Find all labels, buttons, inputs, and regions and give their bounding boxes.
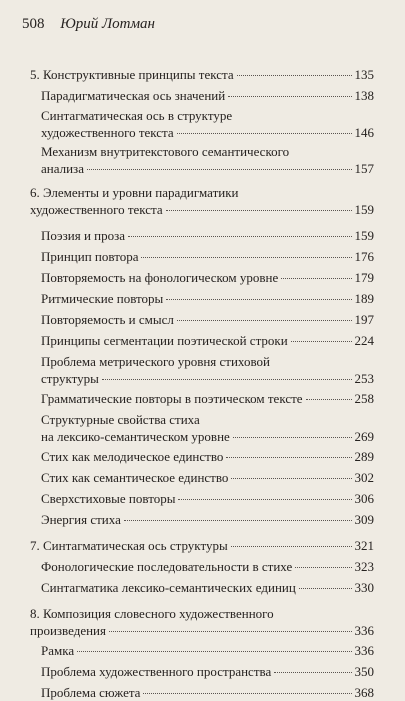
dot-leader	[177, 320, 352, 321]
subsection-page-number: 330	[354, 580, 374, 595]
toc-chapter-5	[30, 66, 374, 83]
dot-leader	[295, 567, 351, 568]
chapter-title: 5. Конструктивные принципы текста	[30, 67, 234, 82]
dot-leader	[306, 399, 352, 400]
subsection-title: Стих как семантическое единство	[41, 470, 229, 485]
subsection-page-number: 138	[354, 88, 374, 103]
toc-subsection	[41, 469, 374, 486]
dot-leader	[274, 672, 351, 673]
subsection-page-number: 189	[354, 291, 374, 306]
subsection-page-number: 159	[354, 228, 374, 243]
subsection-entry	[41, 663, 374, 680]
subsection-title: структуры	[41, 371, 99, 386]
subsection-entry	[41, 642, 374, 659]
subsection-title: Поэзия и проза	[41, 228, 126, 243]
subsection-entry	[41, 558, 374, 575]
dot-leader	[299, 588, 352, 589]
dot-leader	[228, 96, 351, 97]
subsection-entry	[41, 579, 374, 596]
subsection-page-number: 323	[354, 559, 374, 574]
toc-chapter-7	[30, 537, 374, 554]
subsection-entry	[41, 370, 374, 387]
chapter-title: художественного текста	[30, 202, 163, 217]
subsection-title: Повторяемость на фонологическом уровне	[41, 270, 279, 285]
subsection-entry	[41, 160, 374, 177]
subsection-title: Энергия стиха	[41, 512, 121, 527]
subsection-page-number: 309	[354, 512, 374, 527]
dot-leader	[237, 75, 352, 76]
subsection-title: Сверхстиховые повторы	[41, 491, 176, 506]
subsection-entry	[41, 124, 374, 141]
subsection-page-number: 176	[354, 249, 374, 264]
chapter-page-number: 321	[354, 538, 374, 553]
subsection-entry	[41, 227, 374, 244]
toc-subsection	[41, 579, 374, 596]
dot-leader	[102, 379, 352, 380]
toc-subsection	[41, 411, 374, 445]
subsection-title: Принципы сегментации поэтической строки	[41, 333, 288, 348]
subsection-title: Принцип повтора	[41, 249, 139, 264]
toc-subsection	[41, 663, 374, 680]
subsection-title-line: Проблема метрического уровня стиховой	[41, 354, 270, 369]
subsection-page-number: 258	[354, 391, 374, 406]
toc-subsection	[41, 143, 374, 177]
running-header	[22, 14, 155, 34]
subsection-page-number: 269	[354, 429, 374, 444]
toc-subsection	[41, 490, 374, 507]
subsection-entry	[41, 332, 374, 349]
chapter-page-number: 135	[354, 67, 374, 82]
chapter-title-line: 6. Элементы и уровни парадигматики	[30, 185, 239, 200]
subsection-title: Синтагматика лексико-семантических единиц	[41, 580, 296, 595]
subsection-page-number: 306	[354, 491, 374, 506]
subsection-entry	[41, 311, 374, 328]
subsection-title: Стих как мелодическое единство	[41, 449, 224, 464]
chapter-title-line: 8. Композиция словесного художественного	[30, 606, 274, 621]
subsection-title: Проблема художественного пространства	[41, 664, 272, 679]
dot-leader	[291, 341, 352, 342]
toc-subsection	[41, 227, 374, 244]
chapter-title: 7. Синтагматическая ось структуры	[30, 538, 228, 553]
subsection-title-line: Синтагматическая ось в структуре	[41, 108, 233, 123]
subsection-page-number: 302	[354, 470, 374, 485]
dot-leader	[177, 133, 352, 134]
dot-leader	[231, 478, 351, 479]
dot-leader	[166, 299, 351, 300]
running-head-author: Юрий Лотман	[60, 16, 155, 32]
toc-subsection	[41, 311, 374, 328]
toc-subsection	[41, 248, 374, 265]
subsection-page-number: 157	[354, 161, 374, 176]
chapter-title: произведения	[30, 623, 106, 638]
subsection-page-number: 350	[354, 664, 374, 679]
subsection-title: Ритмические повторы	[41, 291, 164, 306]
subsection-entry	[41, 290, 374, 307]
subsection-title: Повторяемость и смысл	[41, 312, 174, 327]
chapter-page-number: 159	[354, 202, 374, 217]
subsection-entry	[41, 448, 374, 465]
toc-subsection	[41, 290, 374, 307]
subsection-entry	[41, 511, 374, 528]
toc-subsection	[41, 332, 374, 349]
dot-leader	[109, 631, 352, 632]
chapter-entry	[30, 66, 374, 83]
subsection-page-number: 224	[354, 333, 374, 348]
dot-leader	[141, 257, 351, 258]
toc-chapter-6	[30, 184, 374, 218]
toc-chapter-8	[30, 605, 374, 639]
page-number: 508	[22, 16, 45, 32]
dot-leader	[143, 693, 351, 694]
toc-subsection	[41, 390, 374, 407]
dot-leader	[166, 210, 352, 211]
subsection-entry	[41, 269, 374, 286]
subsection-title: на лексико-семантическом уровне	[41, 429, 230, 444]
dot-leader	[281, 278, 351, 279]
dot-leader	[77, 651, 351, 652]
subsection-page-number: 179	[354, 270, 374, 285]
chapter-page-number: 336	[354, 623, 374, 638]
toc-subsection	[41, 107, 374, 141]
dot-leader	[231, 546, 352, 547]
toc-subsection	[41, 642, 374, 659]
subsection-page-number: 289	[354, 449, 374, 464]
dot-leader	[124, 520, 352, 521]
subsection-title-line: Механизм внутритекстового семантического	[41, 144, 290, 159]
chapter-entry	[30, 622, 374, 639]
toc-subsection	[41, 448, 374, 465]
dot-leader	[178, 499, 351, 500]
dot-leader	[233, 437, 352, 438]
subsection-title: Рамка	[41, 643, 75, 658]
toc-subsection	[41, 269, 374, 286]
subsection-title: Парадигматическая ось значений	[41, 88, 226, 103]
subsection-title: Проблема сюжета	[41, 685, 141, 700]
chapter-entry	[30, 201, 374, 218]
toc-subsection	[41, 558, 374, 575]
subsection-page-number: 146	[354, 125, 374, 140]
subsection-title: анализа	[41, 161, 84, 176]
subsection-page-number: 253	[354, 371, 374, 386]
dot-leader	[226, 457, 351, 458]
subsection-title: Грамматические повторы в поэтическом тексте	[41, 391, 303, 406]
subsection-entry	[41, 248, 374, 265]
subsection-page-number: 197	[354, 312, 374, 327]
toc-subsection	[41, 353, 374, 387]
subsection-entry	[41, 469, 374, 486]
dot-leader	[87, 169, 352, 170]
toc-subsection	[41, 87, 374, 104]
chapter-entry	[30, 537, 374, 554]
subsection-page-number: 336	[354, 643, 374, 658]
subsection-entry	[41, 428, 374, 445]
subsection-title: Фонологические последовательности в стихе	[41, 559, 293, 574]
subsection-title: художественного текста	[41, 125, 174, 140]
subsection-title-line: Структурные свойства стиха	[41, 412, 200, 427]
subsection-entry	[41, 87, 374, 104]
dot-leader	[128, 236, 351, 237]
toc-subsection	[41, 511, 374, 528]
subsection-entry	[41, 490, 374, 507]
subsection-entry	[41, 390, 374, 407]
subsection-page-number: 368	[354, 685, 374, 700]
